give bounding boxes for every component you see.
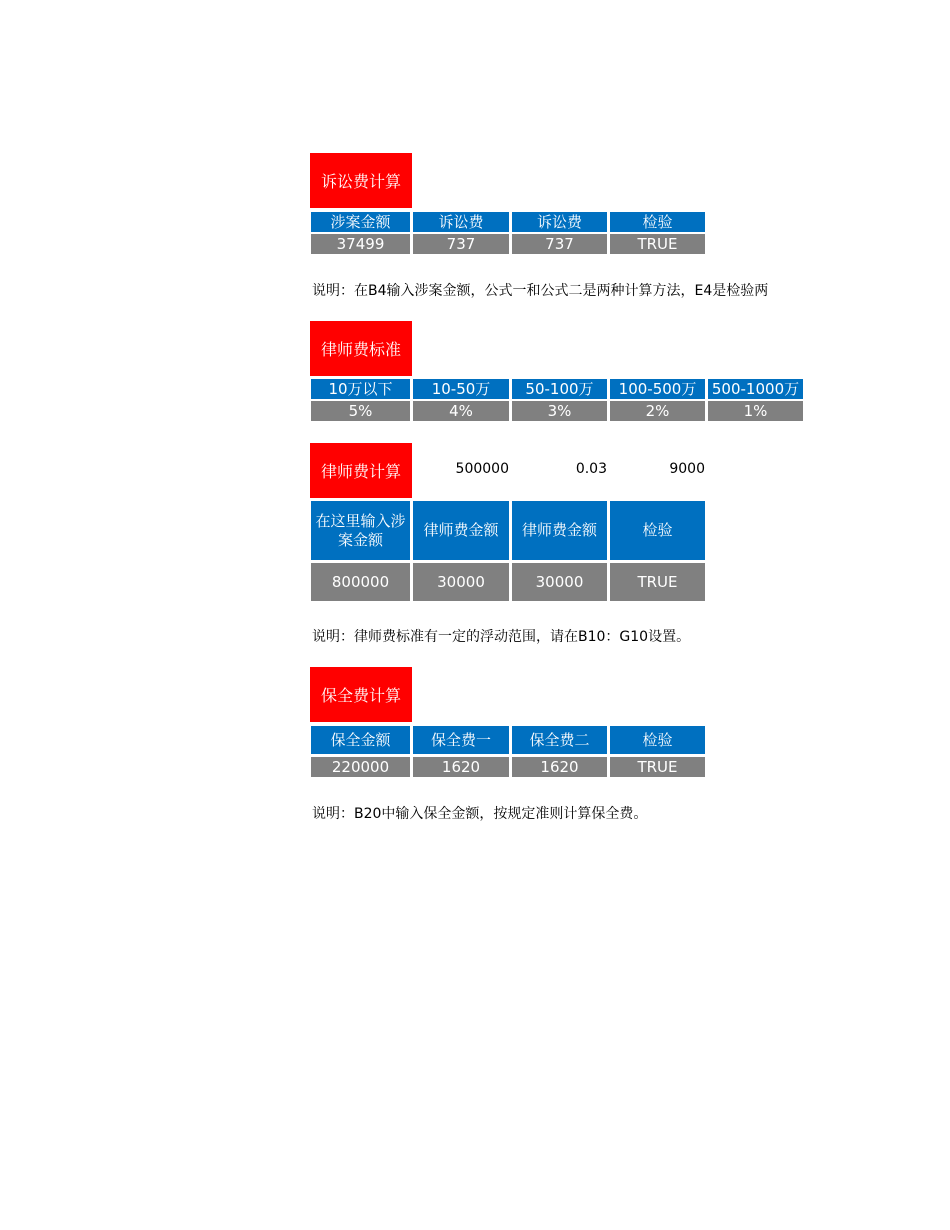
- litigation-header-amount[interactable]: 涉案金额: [311, 212, 410, 232]
- standard-header-tier-5[interactable]: 500-1000万: [708, 379, 803, 399]
- standard-rate-tier-3[interactable]: 3%: [512, 401, 607, 421]
- preservation-header-fee-2[interactable]: 保全费二: [512, 726, 607, 754]
- preservation-header-amount[interactable]: 保全金额: [311, 726, 410, 754]
- preservation-value-check[interactable]: TRUE: [610, 757, 705, 777]
- lawyer-calc-header-check[interactable]: 检验: [610, 501, 705, 560]
- lawyer-calc-aux-base[interactable]: 9000: [669, 461, 705, 477]
- standard-rate-tier-2[interactable]: 4%: [413, 401, 509, 421]
- preservation-header-check[interactable]: 检验: [610, 726, 705, 754]
- lawyer-calc-note: 说明：律师费标准有一定的浮动范围，请在B10：G10设置。: [312, 629, 691, 645]
- preservation-value-amount[interactable]: 220000: [311, 757, 410, 777]
- litigation-note: 说明：在B4输入涉案金额，公式一和公式二是两种计算方法，E4是检验两: [312, 283, 769, 299]
- lawyer-calc-header-fee-2[interactable]: 律师费金额: [512, 501, 607, 560]
- lawyer-calc-value-check[interactable]: TRUE: [610, 563, 705, 601]
- lawyer-calc-header-input[interactable]: 在这里输入涉案金额: [311, 501, 410, 560]
- litigation-value-check[interactable]: TRUE: [610, 234, 705, 254]
- lawyer-calc-aux-rate[interactable]: 0.03: [575, 461, 607, 477]
- lawyer-calc-value-fee-1[interactable]: 30000: [413, 563, 509, 601]
- preservation-note: 说明：B20中输入保全金额，按规定准则计算保全费。: [312, 806, 648, 822]
- standard-header-tier-1[interactable]: 10万以下: [311, 379, 410, 399]
- litigation-header-fee-1[interactable]: 诉讼费: [413, 212, 509, 232]
- lawyer-calc-title: 律师费计算: [310, 443, 412, 498]
- lawyer-calc-aux-amount[interactable]: 500000: [455, 461, 509, 477]
- standard-header-tier-3[interactable]: 50-100万: [512, 379, 607, 399]
- lawyer-calc-value-fee-2[interactable]: 30000: [512, 563, 607, 601]
- litigation-title: 诉讼费计算: [310, 153, 412, 208]
- preservation-value-fee-2[interactable]: 1620: [512, 757, 607, 777]
- standard-rate-tier-4[interactable]: 2%: [610, 401, 705, 421]
- preservation-header-fee-1[interactable]: 保全费一: [413, 726, 509, 754]
- litigation-header-fee-2[interactable]: 诉讼费: [512, 212, 607, 232]
- lawyer-calc-value-input[interactable]: 800000: [311, 563, 410, 601]
- preservation-title: 保全费计算: [310, 667, 412, 722]
- litigation-header-check[interactable]: 检验: [610, 212, 705, 232]
- standard-rate-tier-1[interactable]: 5%: [311, 401, 410, 421]
- preservation-value-fee-1[interactable]: 1620: [413, 757, 509, 777]
- standard-header-tier-4[interactable]: 100-500万: [610, 379, 705, 399]
- lawyer-calc-header-fee-1[interactable]: 律师费金额: [413, 501, 509, 560]
- litigation-value-amount[interactable]: 37499: [311, 234, 410, 254]
- standard-rate-tier-5[interactable]: 1%: [708, 401, 803, 421]
- litigation-value-fee-2[interactable]: 737: [512, 234, 607, 254]
- lawyer-standard-title: 律师费标准: [310, 321, 412, 376]
- standard-header-tier-2[interactable]: 10-50万: [413, 379, 509, 399]
- litigation-value-fee-1[interactable]: 737: [413, 234, 509, 254]
